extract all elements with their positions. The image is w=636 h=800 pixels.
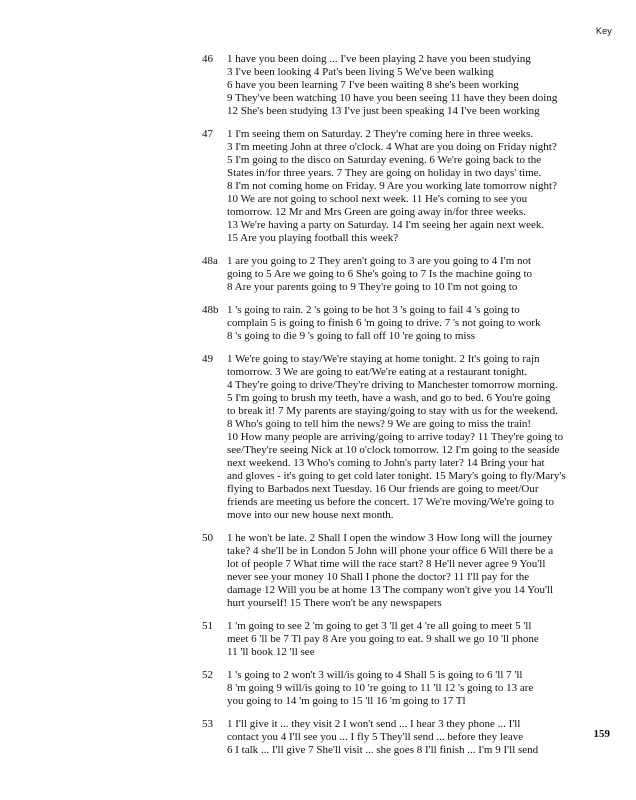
exercise-number: 47	[202, 128, 213, 140]
answer-line: 13 We're having a party on Saturday. 14 I'm seeing her again next week.	[227, 219, 545, 231]
answer-line: 11 'll book 12 'll see	[227, 646, 315, 658]
answer-line: 6 I talk ... I'll give 7 She'll visit ... she goes 8 I'll finish ... I'm 9 I'll send	[227, 744, 539, 756]
answer-line: 3 I'm meeting John at three o'clock. 4 What are you doing on Friday night?	[227, 141, 557, 153]
answer-line: meet 6 'll be 7 Tl pay 8 Are you going to eat. 9 shall we go 10 'll phone	[227, 633, 539, 645]
exercise-number: 50	[202, 532, 213, 544]
answer-line: 8 Are your parents going to 9 They're going to 10 I'm not going to	[227, 281, 518, 293]
answer-line: 9 They've been watching 10 have you been seeing 11 have they been doing	[227, 92, 558, 104]
answer-key-content	[202, 53, 612, 767]
answer-line: never see your money 10 Shall I phone the doctor? 11 I'll pay for the	[227, 571, 530, 583]
answer-line: friends are meeting us before the concert. 17 We're moving/We're going to	[227, 496, 554, 508]
answer-line: 1 's going to 2 won't 3 will/is going to 4 Shall 5 is going to 6 'll 7 'll	[227, 669, 523, 681]
answer-line: going to 5 Are we going to 6 She's going to 7 Is the machine going to	[227, 268, 533, 280]
answer-line: 1 's going to rain. 2 's going to be hot 3 's going to fail 4 's going to	[227, 304, 520, 316]
answer-line: 8 I'm not coming home on Friday. 9 Are you working late tomorrow night?	[227, 180, 557, 192]
exercise-52	[202, 669, 612, 708]
answer-line: 3 I've been looking 4 Pat's been living 5 We've been walking	[227, 66, 494, 78]
answer-line: 1 I'll give it ... they visit 2 I won't send ... I hear 3 they phone ... I'll	[227, 718, 521, 730]
answer-line: 1 have you been doing ... I've been playing 2 have you been studying	[227, 53, 531, 65]
exercise-number: 49	[202, 353, 213, 365]
answer-line: you going to 14 'm going to 15 'll 16 'm going to 17 Tl	[227, 695, 466, 707]
exercise-48a	[202, 255, 612, 294]
exercise-47	[202, 128, 612, 245]
answer-line: to break it! 7 My parents are staying/going to stay with us for the weekend.	[227, 405, 558, 417]
answer-line: tomorrow. 3 We are going to eat/We're eating at a restaurant tonight.	[227, 366, 528, 378]
answer-line: 6 have you been learning 7 I've been waiting 8 she's been working	[227, 79, 519, 91]
answer-line: 5 I'm going to brush my teeth, have a wash, and go to bed. 6 You're going	[227, 392, 551, 404]
answer-line: lot of people 7 What time will the race start? 8 He'll never agree 9 You'll	[227, 558, 546, 570]
answer-line: 1 We're going to stay/We're staying at home tonight. 2 It's going to rajn	[227, 353, 540, 365]
exercise-number: 52	[202, 669, 213, 681]
answer-line: and gloves - it's going to get cold later tonight. 15 Mary's going to fly/Mary's	[227, 470, 566, 482]
page-header-section: Key	[595, 26, 612, 36]
answer-line: tomorrow. 12 Mr and Mrs Green are going away in/for three weeks.	[227, 206, 526, 218]
answer-line: contact you 4 I'll see you ... I fly 5 They'll send ... before they leave	[227, 731, 524, 743]
answer-line: move into our new house next month.	[227, 509, 394, 521]
exercise-51	[202, 620, 612, 659]
answer-line: hurt yourself! 15 There won't be any newspapers	[227, 597, 442, 609]
answer-line: 8 's going to die 9 's going to fall off 10 're going to miss	[227, 330, 476, 342]
exercise-49	[202, 353, 612, 522]
answer-line: 5 I'm going to the disco on Saturday evening. 6 We're going back to the	[227, 154, 542, 166]
exercise-number: 48a	[202, 255, 218, 267]
exercise-number: 48b	[202, 304, 219, 316]
answer-line: 8 'm going 9 will/is going to 10 're going to 11 'll 12 's going to 13 are	[227, 682, 534, 694]
answer-line: 12 She's been studying 13 I've just been speaking 14 I've been working	[227, 105, 540, 117]
exercise-53	[202, 718, 612, 757]
answer-line: flying to Barbados next Tuesday. 16 Our friends are going to meet/Our	[227, 483, 539, 495]
exercise-46	[202, 53, 612, 118]
answer-line: 10 We are not going to school next week. 11 He's coming to see you	[227, 193, 528, 205]
exercise-48b	[202, 304, 612, 343]
page-number: 159	[593, 728, 610, 740]
answer-line: see/They're seeing Nick at 10 o'clock tomorrow. 12 I'm going to the seaside	[227, 444, 560, 456]
answer-line: 8 Who's going to tell him the news? 9 We are going to miss the train!	[227, 418, 532, 430]
answer-line: 1 are you going to 2 They aren't going to 3 are you going to 4 I'm not	[227, 255, 532, 267]
answer-line: take? 4 she'll be in London 5 John will phone your office 6 Will there be a	[227, 545, 554, 557]
answer-line: 1 he won't be late. 2 Shall I open the window 3 How long will the journey	[227, 532, 553, 544]
answer-line: 4 They're going to drive/They're driving to Manchester tomorrow morning.	[227, 379, 558, 391]
answer-line: 1 I'm seeing them on Saturday. 2 They're coming here in three weeks.	[227, 128, 534, 140]
exercise-number: 51	[202, 620, 213, 632]
answer-line: damage 12 Will you be at home 13 The company won't give you 14 You'll	[227, 584, 554, 596]
exercise-50	[202, 532, 612, 610]
answer-line: 15 Are you playing football this week?	[227, 232, 399, 244]
answer-line: States in/for three years. 7 They are going on holiday in two days' time.	[227, 167, 542, 179]
answer-line: 1 'm going to see 2 'm going to get 3 'll get 4 're all going to meet 5 'll	[227, 620, 532, 632]
exercise-number: 53	[202, 718, 213, 730]
answer-line: 10 How many people are arriving/going to arrive today? 11 They're going to	[227, 431, 564, 443]
exercise-number: 46	[202, 53, 213, 65]
answer-line: next weekend. 13 Who's coming to John's party later? 14 Bring your hat	[227, 457, 545, 469]
answer-line: complain 5 is going to finish 6 'm going to drive. 7 's not going to work	[227, 317, 541, 329]
